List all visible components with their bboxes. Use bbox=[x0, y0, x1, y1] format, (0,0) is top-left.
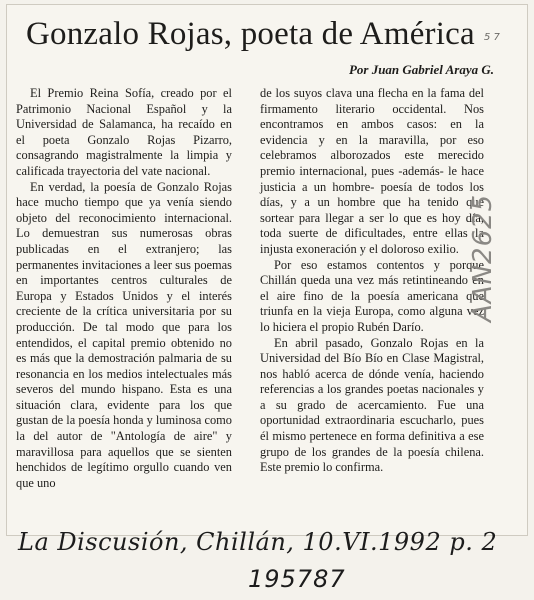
page-corner-stamp: 5 7 bbox=[484, 32, 500, 43]
archive-vertical-note: AAN2625 bbox=[468, 193, 498, 322]
article-right-column bbox=[260, 86, 484, 476]
paragraph: En abril pasado, Gonzalo Rojas en la Universidad del Bío Bío en Clase Magistral, nos habló acerca de dónde venía, haciendo referencias a los grandes poetas nacionales y a su grado de acercamiento. Fue una oportunidad extraordinaria escucharlo, pues él mismo pertenece en forma definitiva a ese grupo de los grandes de la poesía chilena. Este premio lo confirma. bbox=[260, 335, 484, 475]
paragraph: Por eso estamos contentos y porque Chillán queda una vez más retintineando en el aire fino de la poesía americana que triunfa en la vieja Europa, como alguna vez lo hiciera el propio Rubén Darío. bbox=[260, 257, 484, 334]
paragraph: El Premio Reina Sofía, creado por el Patrimonio Nacional Español y la Universidad de Salamanca, ha recaído en el poeta Gonzalo Rojas Pizarro, consagrando magistralmente la limpia y calificada trayectoria del vate nacional. bbox=[16, 86, 232, 178]
article-byline: Por Juan Gabriel Araya G. bbox=[348, 62, 494, 77]
paragraph: En verdad, la poesía de Gonzalo Rojas hace mucho tiempo que ya venía siendo objeto del reconocimiento internacional. Lo demuestran sus numerosas obras publicadas en el extranjero; las permanentes invitaciones a leer sus poemas en importantes centros culturales de Europa y Estados Unidos y el interés creciente de la crítica universitaria por su producción. De tal modo que para los entendidos, el capital premio obtenido no es más que la demostración palmaria de su resonancia en los medios intelectuales más severos del mundo hispano. Esta es una situación clara, evidente para los que gustan de la poesía honda y luminosa como la del autor de "Antología de aire" y maravillosa para aquellos que se sienten henchidos de legítimo orgullo cuando ven que uno bbox=[16, 179, 232, 490]
article-title: Gonzalo Rojas, poeta de América bbox=[26, 16, 475, 52]
paragraph: de los suyos clava una flecha en la fama del firmamento literario occidental. Nos encontramos en ambos casos: en la evidencia y en la maravilla, por eso celebramos alborozados este merecido premio internacional, pues -además- le hace justicia a un hombre- poesía de todos los días, y a un hombre que ha tenido que sortear para llegar a ser lo que es hoy día, toda suerte de dificultades, entre ellas la injusta exoneración y el doloroso exilio. bbox=[260, 86, 484, 256]
article-left-column bbox=[16, 86, 232, 491]
handwritten-source-note: La Discusión, Chillán, 10.VI.1992 p. 2 bbox=[18, 528, 498, 556]
handwritten-catalog-number: 195787 bbox=[248, 565, 346, 593]
